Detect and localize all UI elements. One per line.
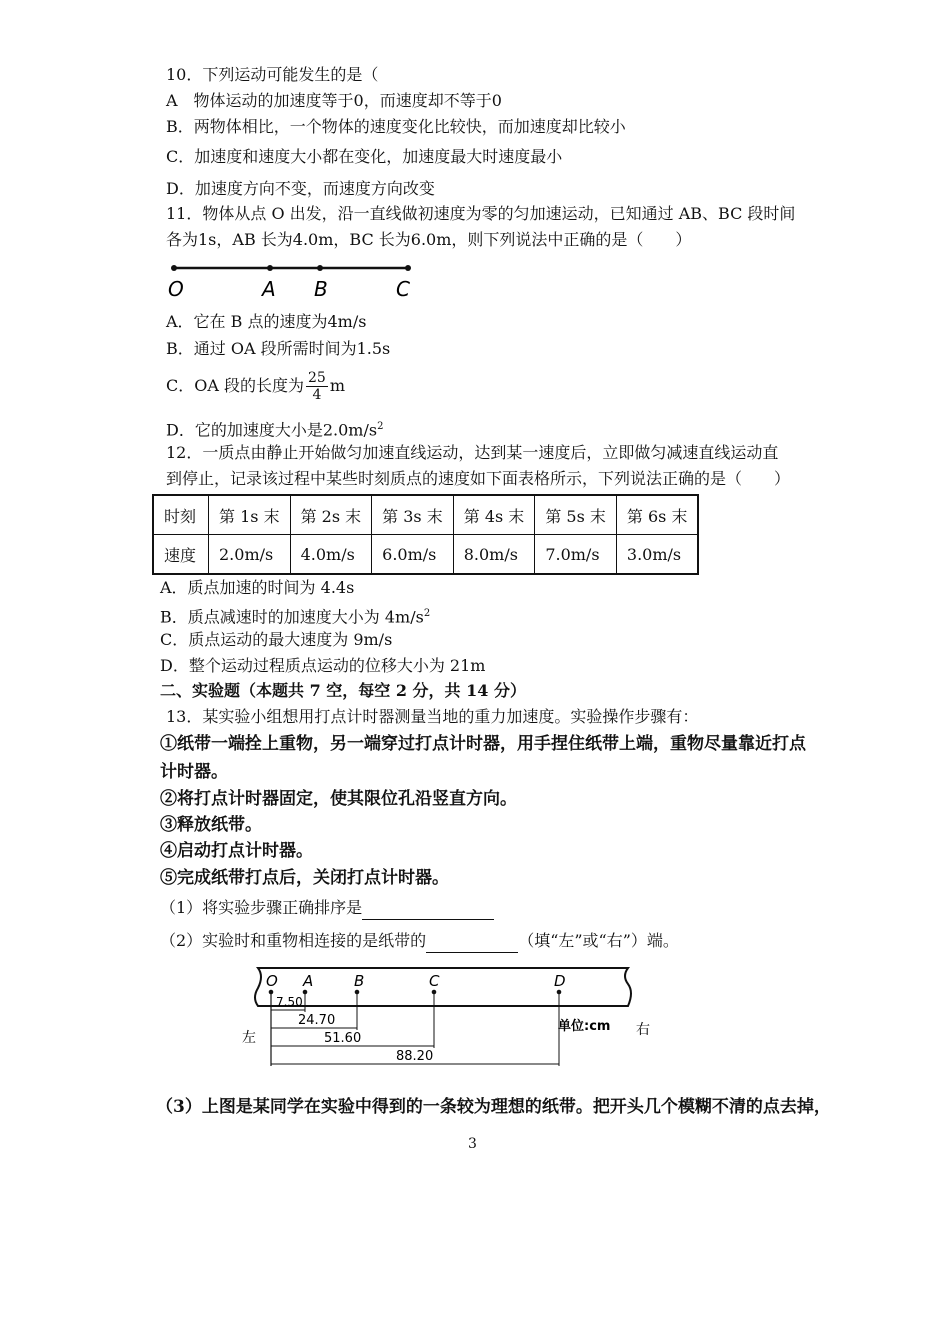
dist-ob: 24.70 [298, 1013, 336, 1028]
q12-stem-line1: 12．一质点由静止开始做匀加速直线运动，达到某一速度后，立即做匀减速直线运动直 [166, 443, 779, 462]
q13-step4: ④启动打点计时器。 [160, 841, 313, 861]
q11-option-d [166, 416, 383, 441]
dist-oc: 51.60 [324, 1031, 362, 1046]
q11-stem-line1: 11．物体从点 O 出发，沿一直线做初速度为零的匀加速运动，已知通过 AB、BC 段时间 [166, 204, 796, 223]
q13-step1-line2: 计时器。 [160, 762, 228, 782]
tape-unit: 单位:cm [558, 1019, 611, 1034]
table-row-time [153, 495, 698, 535]
tape-label-o: O [266, 972, 278, 990]
q13-stem: 13．某实验小组想用打点计时器测量当地的重力加速度。实验操作步骤有： [166, 707, 699, 726]
label-b: B [314, 277, 328, 301]
table-cell: 6.0m/s [372, 535, 454, 575]
table-row-speed [153, 535, 698, 575]
q11-line-diagram [160, 258, 430, 304]
table-cell: 8.0m/s [453, 535, 535, 575]
tape-label-c: C [429, 972, 440, 990]
q13-sub2-prefix: （2）实验时和重物相连接的是纸带的 [160, 931, 427, 950]
q10-option-d: D．加速度方向不变，而速度方向改变 [166, 179, 435, 198]
q11-option-a: A．它在 B 点的速度为4m/s [166, 312, 367, 331]
q11-option-b: B．通过 OA 段所需时间为1.5s [166, 339, 391, 358]
q12-option-d: D．整个运动过程质点运动的位移大小为 21m [160, 656, 486, 675]
table-cell: 第 5s 末 [535, 495, 617, 535]
q13-sub1 [160, 897, 494, 920]
q13-step1-line1: ①纸带一端拴上重物，另一端穿过打点计时器，用手捏住纸带上端，重物尽量靠近打点 [160, 734, 806, 754]
q10-stem: 10．下列运动可能发生的是（ [166, 65, 379, 84]
table-cell: 时刻 [153, 495, 209, 535]
speed-table [152, 494, 699, 575]
fraction-num: 25 [308, 370, 326, 386]
answer-blank-2[interactable] [426, 930, 518, 953]
point-c [405, 265, 411, 271]
table-cell: 速度 [153, 535, 209, 575]
label-o: O [168, 277, 184, 301]
tape-left-label: 左 [242, 1030, 256, 1046]
table-cell: 第 4s 末 [453, 495, 535, 535]
q13-sub2 [160, 930, 679, 953]
q13-step5: ⑤完成纸带打点后，关闭打点计时器。 [160, 868, 449, 888]
tape-label-b: B [354, 972, 365, 990]
q12-option-a: A．质点加速的时间为 4.4s [160, 578, 355, 597]
q12-stem-line2: 到停止，记录该过程中某些时刻质点的速度如下面表格所示，下列说法正确的是（ ） [166, 469, 791, 488]
q11-option-d-sup: 2 [377, 421, 384, 432]
point-b [317, 265, 323, 271]
table-cell: 2.0m/s [209, 535, 291, 575]
label-a: A [262, 277, 276, 301]
q12-option-c: C．质点运动的最大速度为 9m/s [160, 630, 393, 649]
q13-sub3: （3）上图是某同学在实验中得到的一条较为理想的纸带。把开头几个模糊不清的点去掉， [156, 1097, 831, 1117]
table-cell: 第 2s 末 [290, 495, 372, 535]
q10-option-c: C．加速度和速度大小都在变化，加速度最大时速度最小 [166, 147, 563, 166]
q13-sub1-text: （1）将实验步骤正确排序是 [160, 898, 363, 917]
q10-option-b: B．两物体相比，一个物体的速度变化比较快，而加速度却比较小 [166, 117, 626, 136]
label-c: C [396, 277, 410, 301]
table-cell: 7.0m/s [535, 535, 617, 575]
answer-blank-1[interactable] [362, 897, 494, 920]
q11-option-c-prefix: C．OA 段的长度为 [166, 376, 305, 395]
q12-option-b [160, 603, 430, 628]
q11-option-c-unit: m [329, 376, 346, 395]
fraction [306, 370, 328, 403]
table-cell: 第 6s 末 [616, 495, 698, 535]
q11-option-c [166, 368, 345, 404]
tape-label-a: A [303, 972, 314, 990]
q10-option-a: A 物体运动的加速度等于0，而速度却不等于0 [166, 91, 502, 110]
q11-option-d-text: D．它的加速度大小是2.0m/s [166, 420, 378, 440]
point-a [267, 265, 273, 271]
table-cell: 第 3s 末 [372, 495, 454, 535]
page-number: 3 [468, 1136, 477, 1152]
tape-label-d: D [554, 972, 566, 990]
fraction-den: 4 [312, 387, 322, 403]
tape-right-label: 右 [636, 1022, 650, 1038]
q13-sub2-suffix: （填“左”或“右”）端。 [518, 931, 679, 950]
table-cell: 4.0m/s [290, 535, 372, 575]
section-title: 二、实验题（本题共 7 空，每空 2 分，共 14 分） [160, 681, 526, 700]
point-o [171, 265, 177, 271]
q13-step2: ②将打点计时器固定，使其限位孔沿竖直方向。 [160, 789, 517, 809]
paper-tape-diagram [236, 962, 666, 1077]
table-cell: 3.0m/s [616, 535, 698, 575]
q11-stem-line2: 各为1s，AB 长为4.0m，BC 长为6.0m，则下列说法中正确的是（ ） [166, 230, 692, 249]
dist-oa: 7.50 [276, 995, 303, 1009]
q13-step3: ③释放纸带。 [160, 815, 262, 835]
q12-option-b-sup: 2 [423, 608, 431, 619]
dist-od: 88.20 [396, 1049, 434, 1064]
table-cell: 第 1s 末 [209, 495, 291, 535]
q12-option-b-text: B．质点减速时的加速度大小为 4m/s [160, 607, 424, 627]
